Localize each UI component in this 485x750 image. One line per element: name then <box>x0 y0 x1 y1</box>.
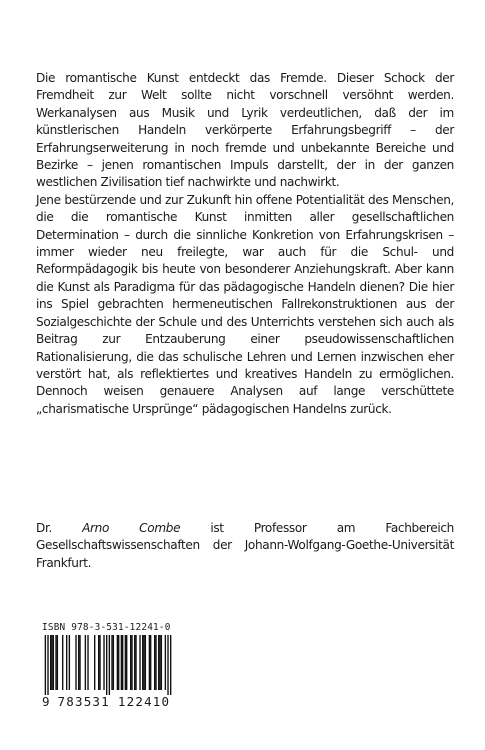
barcode-bar <box>131 635 132 690</box>
barcode-bar <box>66 635 67 690</box>
barcode-bar <box>53 635 54 690</box>
barcode-bar <box>55 635 56 690</box>
barcode-bar <box>139 635 140 690</box>
barcode-bar <box>94 635 95 690</box>
barcode-lead-digit: 9 <box>42 694 50 709</box>
barcode-bar <box>79 635 80 690</box>
barcode-bar <box>121 635 122 690</box>
barcode-bar <box>125 635 126 690</box>
barcode-bar <box>99 635 100 690</box>
author-title: Dr. <box>36 521 52 535</box>
barcode-bar <box>150 635 151 690</box>
barcode-bar <box>161 635 162 690</box>
barcode-digits-left: 783531 <box>57 694 110 709</box>
barcode-bar <box>75 635 76 690</box>
barcode-image <box>42 635 174 695</box>
barcode-guard-bar <box>170 635 171 695</box>
blurb-paragraph-2: Jene bestürzende und zur Zukunft hin offene Potentialität des Menschen, die die romantische Kunst inmitten aller gesellschaftlichen Determination – durch die sinnliche Konkretion von Erfahrungskrisen – immer wieder neu freilegte, war auch für die Schul- und Reformpädagogik bis heute von besonderer Anziehungskraft. Aber kann die Kunst als Paradigma für das pädagogische Handeln dienen? Die hier ins Spiel gebrachten hermeneutischen Fallrekonstruktionen aus der Sozialgeschichte der Schule und des Unterrichts verstehen sich auch als Beitrag zur Entzauberung einer pseudowissenschaftlichen Rationalisierung, die das schulische Lehren und Lernen inzwischen eher verstört hat, als reflektiertes und kreatives Handeln zu ermöglichen. Dennoch weisen genauere Analysen auf lange verschüttete „charismatische Ursprünge“ pädagogischen Handelns zurück. <box>36 192 454 416</box>
barcode-guard-bar <box>109 635 110 695</box>
barcode-bar <box>155 635 156 690</box>
isbn-label: ISBN 978-3-531-12241-0 <box>42 622 171 633</box>
barcode-bar <box>149 635 150 690</box>
blurb-text <box>36 70 454 418</box>
barcode-bar <box>165 635 166 690</box>
barcode-digits-right: 122410 <box>117 694 171 709</box>
barcode-bar <box>118 635 119 690</box>
barcode-guard-bar <box>47 635 48 695</box>
barcode-bar <box>142 635 143 690</box>
barcode-bar <box>134 635 135 690</box>
barcode-bar <box>126 635 127 690</box>
barcode-bar <box>117 635 118 690</box>
barcode-digits <box>42 694 174 709</box>
barcode-bar <box>135 635 136 690</box>
barcode-bar <box>158 635 159 690</box>
barcode-bar <box>122 635 123 690</box>
barcode-guard-bar <box>106 635 107 695</box>
barcode-bar <box>103 635 104 690</box>
author-bio <box>36 520 454 572</box>
barcode-bar <box>85 635 86 690</box>
barcode-bar <box>111 635 112 690</box>
barcode-bar <box>51 635 52 690</box>
barcode-bar <box>62 635 63 690</box>
barcode-bar <box>154 635 155 690</box>
barcode-bar <box>98 635 99 690</box>
barcode-bar <box>69 635 70 690</box>
barcode-bar <box>50 635 51 690</box>
barcode-bar <box>78 635 79 690</box>
barcode-bar <box>143 635 144 690</box>
isbn-barcode-block <box>42 622 174 709</box>
barcode-bar <box>57 635 58 690</box>
barcode-guard-bar <box>45 635 46 695</box>
barcode-bar <box>113 635 114 690</box>
blurb-paragraph-1: Die romantische Kunst entdeckt das Fremde. Dieser Schock der Fremdheit zur Welt sollte nicht vorschnell versöhnt werden. Werkanalysen aus Musik und Lyrik verdeutlichen, daß der im künstlerischen Handeln verkörperte Erfahrungsbegriff – der Erfahrungserweiterung in noch fremde und unbekannte Bereiche und Bezirke – jenen romantischen Impuls darstellt, der in der ganzen westlichen Zivilisation tief nachwirkte und nachwirkt. <box>36 71 454 190</box>
author-name: Arno Combe <box>82 521 181 535</box>
barcode-bar <box>159 635 160 690</box>
barcode-bar <box>130 635 131 690</box>
author-description: ist Professor am Fachbereich Gesellschaftswissenschaften der Johann-Wolfgang-Goethe-Universität Frankfurt. <box>36 521 454 570</box>
barcode-guard-bar <box>167 635 168 695</box>
barcode-bar <box>145 635 146 690</box>
barcode-bar <box>87 635 88 690</box>
